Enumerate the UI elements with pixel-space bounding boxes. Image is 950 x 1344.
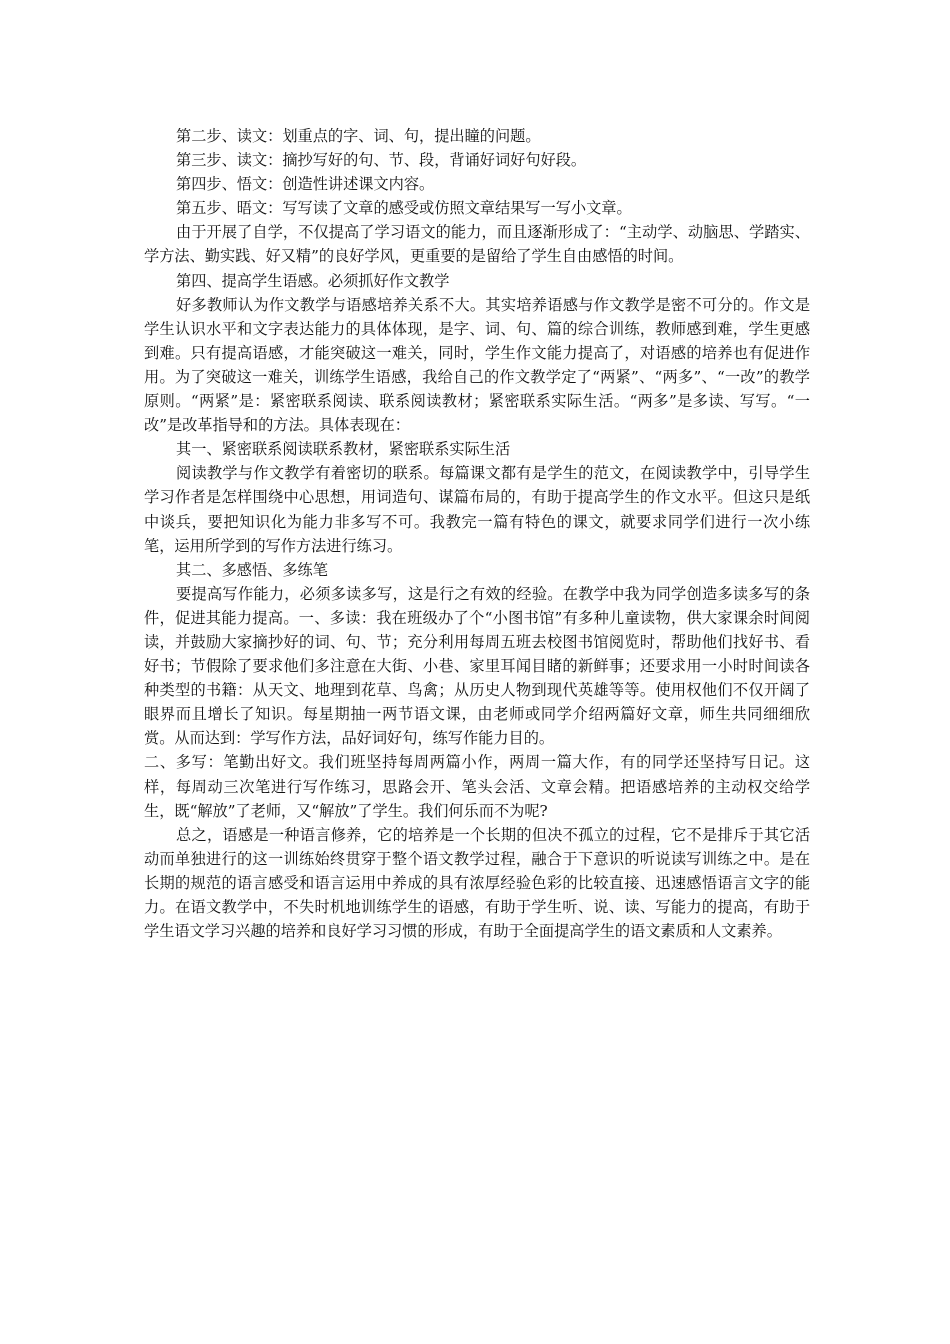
document-body xyxy=(144,124,810,943)
paragraph-self-study-result: 由于开展了自学，不仅提高了学习语文的能力，而且逐渐形成了：“主动学、动脑思、学踏实、学方法、勤实践、好又精”的良好学风，更重要的是留给了学生自由感悟的时间。 xyxy=(144,223,810,266)
paragraph-step-four: 第四步、悟文：创造性讲述课文内容。 xyxy=(176,175,435,194)
paragraph-writing-and-language-sense: 好多教师认为作文教学与语感培养关系不大。其实培养语感与作文教学是密不可分的。作文是学生认识水平和文字表达能力的具体体现，是字、词、句、篇的综合训练，教师感到难，学生更感到难。只有提高语感，才能突破这一难关，同时，学生作文能力提高了，对语感的培养也有促进作用。为了突破这一难关，训练学生语感，我给自己的作文教学定了“两紧”、“两多”、“一改”的教学原则。“两紧”是：紧密联系阅读、联系阅读教材；紧密联系实际生活。“两多”是多读、写写。“一改”是改革指导和的方法。具体表现在： xyxy=(144,295,810,435)
subheading-first-principle: 其一、紧密联系阅读联系教材，紧密联系实际生活 xyxy=(176,440,511,459)
paragraph-step-two: 第二步、读文：划重点的字、词、句，提出瞳的问题。 xyxy=(176,127,541,145)
paragraph-conclusion: 总之，语感是一种语言修养，它的培养是一个长期的但决不孤立的过程，它不是排斥于其它活动而单独进行的这一训练始终贯穿于整个语文教学过程，融合于下意识的听说读写训练之中。是在长期的规范的语言感受和语言运用中养成的具有浓厚经验色彩的比较直接、迅速感悟语言文字的能力。在语文教学中，不失时机地训练学生的语感，有助于学生听、说、读、写能力的提高，有助于学生语文学习兴趣的培养和良好学习习惯的形成，有助于全面提高学生的语文素质和人文素养。 xyxy=(144,825,810,941)
section-heading-writing-teaching: 第四、提高学生语感。必须抓好作文教学 xyxy=(176,271,450,290)
paragraph-step-five: 第五步、晤文：写写读了文章的感受或仿照文章结果写一写小文章。 xyxy=(176,199,632,218)
subheading-second-principle: 其二、多感悟、多练笔 xyxy=(176,560,328,579)
paragraph-step-three: 第三步、读文：摘抄写好的句、节、段，背诵好词好句好段。 xyxy=(176,151,587,170)
paragraph-reading-writing-link: 阅读教学与作文教学有着密切的联系。每篇课文都有是学生的范文，在阅读教学中，引导学生学习作者是怎样围绕中心思想，用词造句、谋篇布局的，有助于提高学生的作文水平。但这只是纸中谈兵，要把知识化为能力非多写不可。我教完一篇有特色的课文，就要求同学们进行一次小练笔，运用所学到的写作方法进行练习。 xyxy=(144,464,810,555)
paragraph-write-more: 二、多写：笔勤出好文。我们班坚持每周两篇小作，两周一篇大作，有的同学还坚持写日记。这样，每周动三次笔进行写作练习，思路会开、笔头会活、文章会精。把语感培养的主动权交给学生，既“解放”了老师，又“解放”了学生。我们何乐而不为呢? xyxy=(144,753,810,820)
paragraph-read-more: 要提高写作能力，必须多读多写，这是行之有效的经验。在教学中我为同学创造多读多写的条件，促进其能力提高。一、多读：我在班级办了个“小图书馆”有多种儿童读物，供大家课余时间阅读，并鼓励大家摘抄好的词、句、节；充分利用每周五班去校图书馆阅览时，帮助他们找好书、看好书；节假除了要求他们多注意在大街、小巷、家里耳闻目睹的新鲜事；还要求用一小时时间读各种类型的书籍：从天文、地理到花草、鸟禽；从历史人物到现代英雄等等。使用权他们不仅开阔了眼界而且增长了知识。每星期抽一两节语文课，由老师或同学介绍两篇好文章，师生共同细细欣赏。从而达到：学写作方法，品好词好句，练写作能力目的。 xyxy=(144,584,810,748)
